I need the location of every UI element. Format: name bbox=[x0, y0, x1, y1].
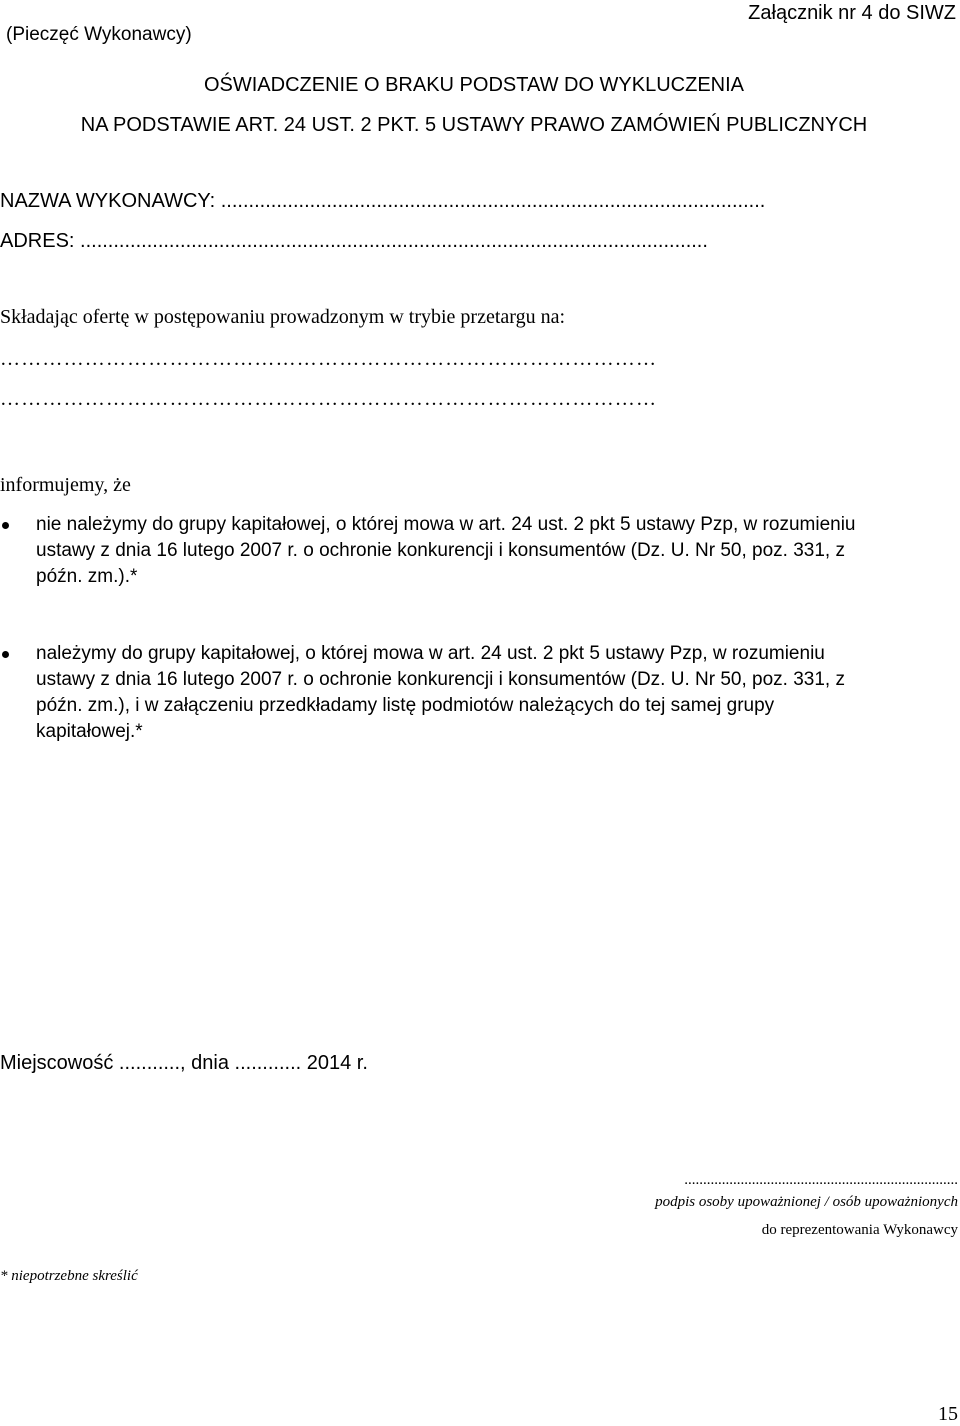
tender-dots-line-1: ………………………………………………………………………………… bbox=[0, 348, 658, 370]
bullet-marker-1 bbox=[2, 522, 9, 529]
bullet-marker-2 bbox=[2, 651, 9, 658]
offer-intro: Składając ofertę w postępowaniu prowadzonym w trybie przetargu na: bbox=[0, 306, 565, 328]
bullet-2-line-2: ustawy z dnia 16 lutego 2007 r. o ochronie konkurencji i konsumentów (Dz. U. Nr 50, poz. 331, z bbox=[36, 669, 845, 690]
page-number: 15 bbox=[938, 1403, 958, 1425]
bullet-1-line-1: nie należymy do grupy kapitałowej, o której mowa w art. 24 ust. 2 pkt 5 ustawy Pzp, w rozumieniu bbox=[36, 514, 856, 535]
signature-dots: ......................................................................... bbox=[684, 1172, 958, 1188]
bullet-2-line-1: należymy do grupy kapitałowej, o której mowa w art. 24 ust. 2 pkt 5 ustawy Pzp, w rozumieniu bbox=[36, 643, 825, 664]
footnote: * niepotrzebne skreślić bbox=[0, 1268, 138, 1284]
title-line-1: OŚWIADCZENIE O BRAKU PODSTAW DO WYKLUCZENIA bbox=[203, 74, 745, 96]
signature-caption-line-1: podpis osoby upoważnionej / osób upoważnionych bbox=[655, 1194, 958, 1210]
bullet-1-line-3: późn. zm.).* bbox=[36, 566, 138, 587]
attachment-label: Załącznik nr 4 do SIWZ bbox=[748, 2, 956, 24]
bullet-2-line-3: późn. zm.), i w załączeniu przedkładamy listę podmiotów należących do tej samej grupy bbox=[36, 695, 775, 716]
title-line-2: NA PODSTAWIE ART. 24 UST. 2 PKT. 5 USTAWY PRAWO ZAMÓWIEŃ PUBLICZNYCH bbox=[80, 114, 868, 136]
signature-caption-line-2: do reprezentowania Wykonawcy bbox=[761, 1222, 958, 1238]
bullet-2-line-4: kapitałowej.* bbox=[36, 721, 143, 742]
tender-dots-line-2: ………………………………………………………………………………… bbox=[0, 388, 658, 410]
bullet-1-line-2: ustawy z dnia 16 lutego 2007 r. o ochronie konkurencji i konsumentów (Dz. U. Nr 50, poz. 331, z bbox=[36, 540, 845, 561]
contractor-name-field: NAZWA WYKONAWCY: .................................................................................................. bbox=[0, 190, 766, 212]
contractor-address-field: ADRES: ................................................................................................................. bbox=[0, 230, 708, 252]
place-date-field: Miejscowość ..........., dnia ............ 2014 r. bbox=[0, 1052, 368, 1074]
stamp-label: (Pieczęć Wykonawcy) bbox=[6, 24, 192, 45]
inform-text: informujemy, że bbox=[0, 474, 131, 496]
